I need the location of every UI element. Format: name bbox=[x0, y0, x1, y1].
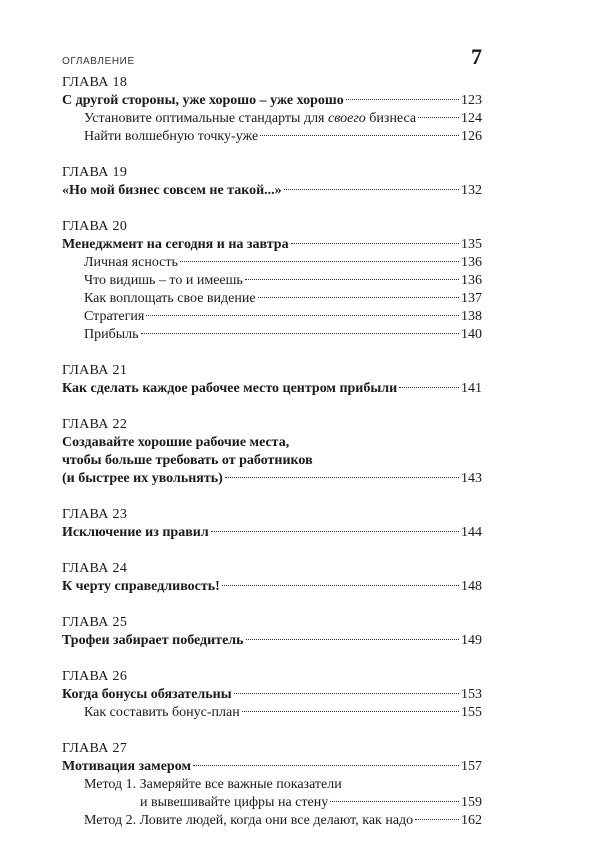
dot-leader bbox=[291, 243, 459, 244]
chapter-label: ГЛАВА 20 bbox=[62, 219, 128, 234]
toc-entry-title: Трофеи забирает победитель bbox=[62, 633, 244, 648]
toc-entry-sub[interactable] bbox=[62, 290, 482, 308]
toc-entry-title: Прибыль bbox=[84, 327, 139, 342]
chapter-label: ГЛАВА 19 bbox=[62, 165, 128, 180]
toc-page-number: 153 bbox=[461, 687, 482, 702]
chapter-label: ГЛАВА 25 bbox=[62, 615, 128, 630]
toc-entry-main[interactable] bbox=[62, 236, 482, 254]
toc-entry-main[interactable] bbox=[62, 578, 482, 596]
toc-entry-sub[interactable] bbox=[62, 272, 482, 290]
toc-entry-title: Стратегия bbox=[84, 309, 145, 324]
toc-entry-main[interactable] bbox=[62, 632, 482, 650]
toc-entry-main[interactable] bbox=[62, 758, 482, 776]
toc-entry-title: «Но мой бизнес совсем не такой...» bbox=[62, 183, 282, 198]
toc-entry-sub[interactable] bbox=[62, 704, 482, 722]
chapter-block bbox=[62, 506, 482, 542]
title-part: бизнеса bbox=[365, 111, 417, 126]
toc-entry-title: К черту справедливость! bbox=[62, 579, 220, 594]
toc-entry-title bbox=[84, 110, 416, 128]
dot-leader bbox=[258, 297, 459, 298]
toc-entry-sub[interactable] bbox=[62, 254, 482, 272]
toc-entry-title: Исключение из правил bbox=[62, 525, 209, 540]
dot-leader bbox=[180, 261, 459, 262]
toc-page-number: 143 bbox=[461, 471, 482, 486]
toc-page-number: 137 bbox=[461, 291, 482, 306]
chapter-label: ГЛАВА 27 bbox=[62, 741, 128, 756]
chapter-label: ГЛАВА 21 bbox=[62, 363, 128, 378]
toc-page-number: 148 bbox=[461, 579, 482, 594]
toc-entry-main[interactable] bbox=[62, 380, 482, 398]
toc-page-number: 162 bbox=[461, 813, 482, 828]
toc-entry-title: Как сделать каждое рабочее место центром прибыли bbox=[62, 381, 398, 396]
toc-page-number: 157 bbox=[461, 759, 482, 774]
dot-leader bbox=[260, 135, 459, 136]
toc-entry-sub[interactable] bbox=[62, 812, 482, 830]
chapter-label: ГЛАВА 18 bbox=[62, 75, 128, 90]
toc-entry-title: Когда бонусы обязательны bbox=[62, 687, 232, 702]
dot-leader bbox=[193, 765, 459, 766]
toc-entry-line: Метод 1. Замеряйте все важные показатели bbox=[84, 777, 342, 792]
toc-page-number: 136 bbox=[461, 255, 482, 270]
dot-leader bbox=[346, 99, 459, 100]
chapter-label: ГЛАВА 23 bbox=[62, 507, 128, 522]
toc-page-number: 135 bbox=[461, 237, 482, 252]
toc-page-number: 159 bbox=[461, 795, 482, 810]
chapter-block bbox=[62, 74, 482, 146]
dot-leader bbox=[246, 639, 459, 640]
toc-entry-sub[interactable] bbox=[62, 128, 482, 146]
toc-entry-title: Личная ясность bbox=[84, 255, 178, 270]
toc-entry-title: Как составить бонус-план bbox=[84, 705, 240, 720]
dot-leader bbox=[284, 189, 459, 190]
dot-leader bbox=[211, 531, 459, 532]
chapter-block bbox=[62, 416, 482, 488]
toc-entry-title: (и быстрее их увольнять) bbox=[62, 471, 223, 486]
dot-leader bbox=[225, 477, 459, 478]
chapter-label: ГЛАВА 26 bbox=[62, 669, 128, 684]
page-header bbox=[62, 44, 482, 68]
toc-page-number: 155 bbox=[461, 705, 482, 720]
toc-page-number: 138 bbox=[461, 309, 482, 324]
dot-leader bbox=[330, 801, 459, 802]
toc-entry-main[interactable] bbox=[62, 92, 482, 110]
toc-entry-sub[interactable] bbox=[62, 794, 482, 812]
toc-entry-title: Менеджмент на сегодня и на завтра bbox=[62, 237, 289, 252]
toc-entry-title: Что видишь – то и имеешь bbox=[84, 273, 243, 288]
toc-page-number: 123 bbox=[461, 93, 482, 108]
toc-page-number: 132 bbox=[461, 183, 482, 198]
dot-leader bbox=[222, 585, 459, 586]
dot-leader bbox=[141, 333, 459, 334]
chapter-block bbox=[62, 362, 482, 398]
dot-leader bbox=[415, 819, 459, 820]
toc-entry-sub[interactable] bbox=[62, 308, 482, 326]
toc-entry-sub[interactable] bbox=[62, 110, 482, 128]
toc-page-number: 144 bbox=[461, 525, 482, 540]
toc-entry-title: С другой стороны, уже хорошо – уже хорошо bbox=[62, 93, 344, 108]
toc-page-number: 149 bbox=[461, 633, 482, 648]
toc-page-number: 124 bbox=[461, 111, 482, 126]
toc-entry-main[interactable] bbox=[62, 182, 482, 200]
toc-entry-line: чтобы больше требовать от работников bbox=[62, 453, 313, 468]
chapter-label: ГЛАВА 24 bbox=[62, 561, 128, 576]
dot-leader bbox=[234, 693, 459, 694]
toc-entry-line: Создавайте хорошие рабочие места, bbox=[62, 435, 290, 450]
toc-entry-title: Как воплощать свое видение bbox=[84, 291, 256, 306]
chapter-block bbox=[62, 614, 482, 650]
chapter-label: ГЛАВА 22 bbox=[62, 417, 128, 432]
toc-page-number: 141 bbox=[461, 381, 482, 396]
running-head: ОГЛАВЛЕНИЕ bbox=[62, 56, 135, 67]
chapter-block bbox=[62, 164, 482, 200]
toc-entry-main[interactable] bbox=[62, 524, 482, 542]
dot-leader bbox=[146, 315, 459, 316]
dot-leader bbox=[399, 387, 459, 388]
dot-leader bbox=[242, 711, 459, 712]
toc-page-number: 126 bbox=[461, 129, 482, 144]
page-number: 7 bbox=[471, 44, 482, 69]
toc-entry-main[interactable] bbox=[62, 470, 482, 488]
toc-entry-title: и вывешивайте цифры на стену bbox=[140, 795, 329, 810]
toc-entry-title: Найти волшебную точку-уже bbox=[84, 129, 259, 144]
toc-entry-main[interactable] bbox=[62, 686, 482, 704]
toc-entry-sub[interactable] bbox=[62, 326, 482, 344]
toc-entry-title: Мотивация замером bbox=[62, 759, 191, 774]
chapter-block bbox=[62, 560, 482, 596]
dot-leader bbox=[418, 117, 459, 118]
table-of-contents bbox=[62, 74, 482, 848]
chapter-block bbox=[62, 740, 482, 830]
toc-entry-title: Метод 2. Ловите людей, когда они все делают, как надо bbox=[84, 813, 414, 828]
dot-leader bbox=[245, 279, 459, 280]
chapter-block bbox=[62, 668, 482, 722]
chapter-block bbox=[62, 218, 482, 344]
title-italic: своего bbox=[328, 111, 366, 126]
toc-page-number: 140 bbox=[461, 327, 482, 342]
toc-page-number: 136 bbox=[461, 273, 482, 288]
title-part: Установите оптимальные стандарты для bbox=[84, 111, 328, 126]
